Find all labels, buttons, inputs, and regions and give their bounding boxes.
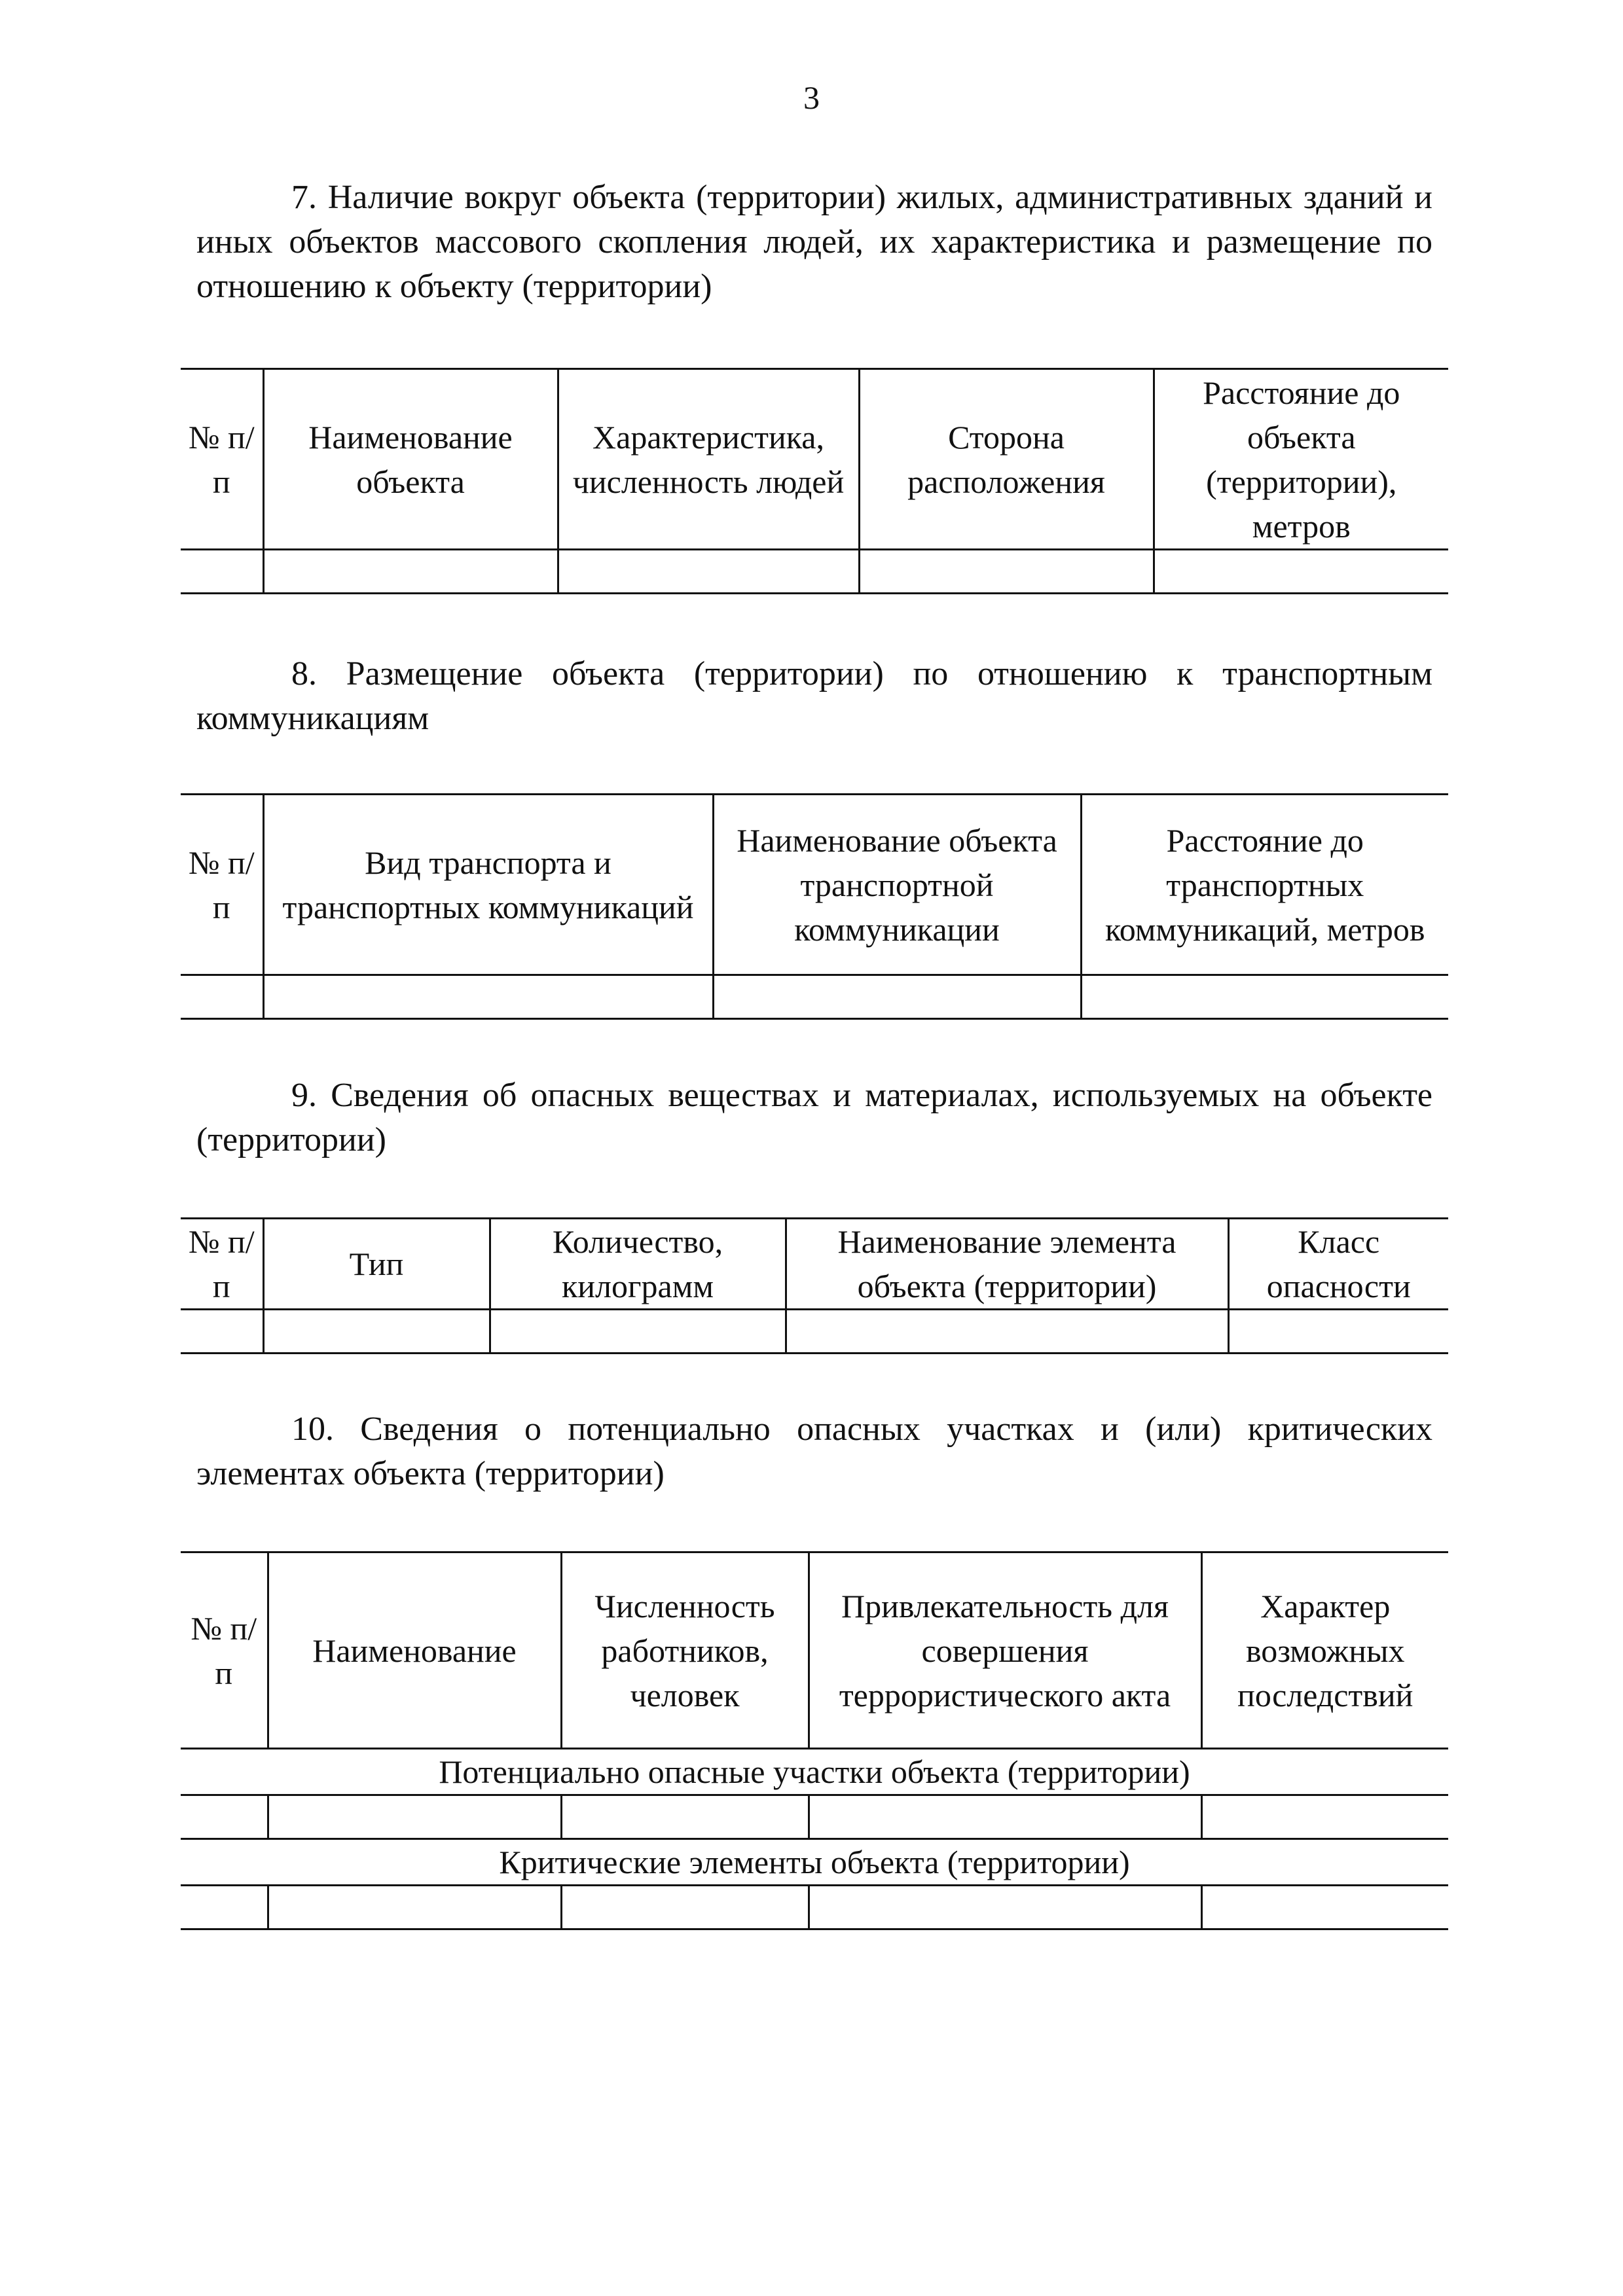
header-cell: Наименование элемента объекта (территории) xyxy=(786,1219,1228,1310)
header-cell: Характеристика, численность людей xyxy=(558,369,859,550)
table-cell xyxy=(1081,975,1448,1019)
header-cell: Класс опасности xyxy=(1228,1219,1448,1310)
header-cell: Тип xyxy=(263,1219,490,1310)
header-cell: Привлекательность для совершения террористического акта xyxy=(809,1552,1201,1749)
section-10-paragraph: 10. Сведения о потенциально опасных участках и (или) критических элементах объекта (территории) xyxy=(196,1410,1432,1492)
table-cell xyxy=(1154,550,1448,594)
group-heading: Потенциально опасные участки объекта (территории) xyxy=(181,1749,1448,1795)
table-cell xyxy=(268,1795,561,1839)
table-row xyxy=(181,1310,1448,1354)
table-group-row xyxy=(181,1749,1448,1795)
section-10-table xyxy=(181,1551,1448,1930)
header-cell: № п/п xyxy=(181,1552,268,1749)
table-header-row xyxy=(181,1552,1448,1749)
header-cell: Сторона расположения xyxy=(859,369,1154,550)
section-7-table xyxy=(181,368,1448,594)
table-header-row xyxy=(181,795,1448,975)
table-cell xyxy=(1201,1795,1448,1839)
header-cell: Наименование объекта xyxy=(263,369,558,550)
header-cell: Расстояние до объекта (территории), метров xyxy=(1154,369,1448,550)
table-cell xyxy=(561,1795,809,1839)
table-row xyxy=(181,1886,1448,1929)
table-cell xyxy=(181,975,263,1019)
table-cell xyxy=(268,1886,561,1929)
table-row xyxy=(181,550,1448,594)
table-row xyxy=(181,1795,1448,1839)
table-cell xyxy=(809,1795,1201,1839)
section-8-paragraph: 8. Размещение объекта (территории) по отношению к транспортным коммуникациям xyxy=(196,655,1432,737)
section-9-table xyxy=(181,1217,1448,1354)
table-cell xyxy=(181,550,263,594)
header-cell: Наименование объекта транспортной коммуникации xyxy=(713,795,1081,975)
table-group-row xyxy=(181,1839,1448,1886)
header-cell: Численность работников, человек xyxy=(561,1552,809,1749)
header-cell: Расстояние до транспортных коммуникаций, метров xyxy=(1081,795,1448,975)
table-cell xyxy=(561,1886,809,1929)
table-cell xyxy=(558,550,859,594)
header-cell: Вид транспорта и транспортных коммуникаций xyxy=(263,795,713,975)
group-heading: Критические элементы объекта (территории) xyxy=(181,1839,1448,1886)
table-row xyxy=(181,975,1448,1019)
header-cell: № п/п xyxy=(181,1219,263,1310)
table-cell xyxy=(1228,1310,1448,1354)
table-cell xyxy=(1201,1886,1448,1929)
table-cell xyxy=(786,1310,1228,1354)
table-cell xyxy=(181,1310,263,1354)
section-9-paragraph: 9. Сведения об опасных веществах и материалах, используемых на объекте (территории) xyxy=(196,1077,1432,1158)
table-cell xyxy=(809,1886,1201,1929)
header-cell: Характер возможных последствий xyxy=(1201,1552,1448,1749)
section-7-paragraph: 7. Наличие вокруг объекта (территории) жилых, административных зданий и иных объектов массового скопления людей, их характеристика и размещение по отношению к объекту (территории) xyxy=(196,179,1432,305)
table-cell xyxy=(263,1310,490,1354)
table-header-row xyxy=(181,1219,1448,1310)
header-cell: № п/п xyxy=(181,369,263,550)
table-cell xyxy=(859,550,1154,594)
header-cell: № п/п xyxy=(181,795,263,975)
section-8-table xyxy=(181,793,1448,1020)
table-cell xyxy=(713,975,1081,1019)
header-cell: Количество, килограмм xyxy=(490,1219,786,1310)
table-cell xyxy=(263,975,713,1019)
page-number: 3 xyxy=(803,79,820,116)
header-cell: Наименование xyxy=(268,1552,561,1749)
table-cell xyxy=(181,1795,268,1839)
table-cell xyxy=(181,1886,268,1929)
table-cell xyxy=(263,550,558,594)
table-cell xyxy=(490,1310,786,1354)
table-header-row xyxy=(181,369,1448,550)
